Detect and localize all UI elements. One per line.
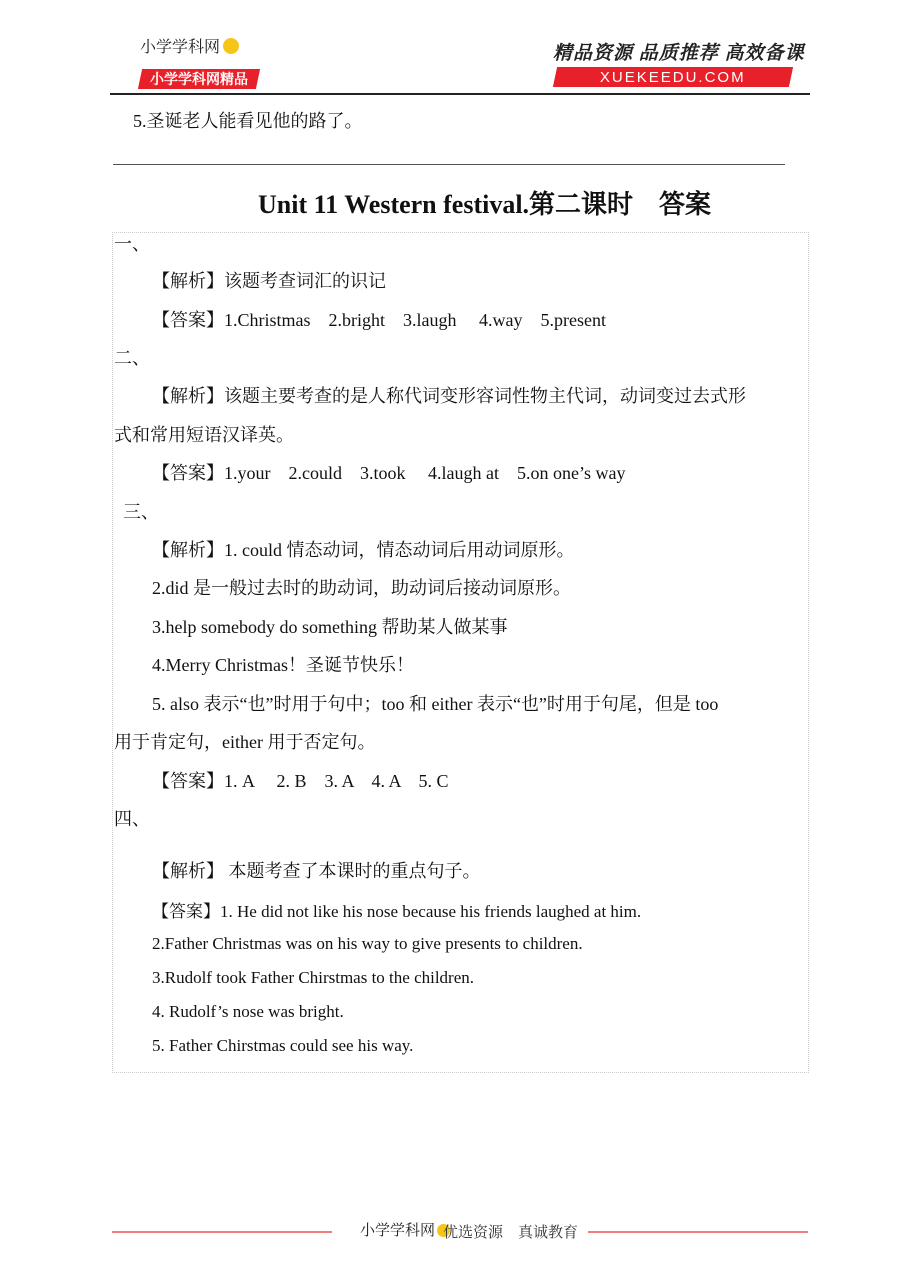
header-divider	[110, 93, 810, 95]
section-divider	[113, 164, 785, 165]
answer-4-2: 2.Father Christmas was on his way to give presents to children.	[152, 934, 583, 953]
footer-logo: 小学学科网	[360, 1219, 450, 1240]
analysis-3-2: 2.did 是一般过去时的助动词，助动词后接动词原形。	[152, 578, 571, 598]
analysis-3-4: 4.Merry Christmas！圣诞节快乐！	[152, 655, 414, 675]
analysis-3-3: 3.help somebody do something 帮助某人做某事	[152, 617, 508, 637]
analysis-1: 【解析】该题考查词汇的识记	[152, 271, 386, 291]
section-3-heading: 三、	[123, 502, 159, 522]
page-title: Unit 11 Western festival.第二课时 答案	[258, 190, 712, 219]
mascot-icon	[223, 38, 239, 54]
analysis-2-cont: 式和常用短语汉译英。	[114, 425, 294, 445]
analysis-3-5: 5. also 表示“也”时用于句中；too 和 either 表示“也”时用于句尾，但是 too	[152, 694, 719, 714]
section-2-heading: 二、	[114, 348, 150, 368]
answer-1: 【答案】1.Christmas 2.bright 3.laugh 4.way 5.present	[152, 310, 606, 330]
header-site: XUEKEEDU.COM	[553, 67, 793, 87]
answer-4-4: 4. Rudolf’s nose was bright.	[152, 1002, 344, 1021]
logo-badge: 小学学科网精品	[138, 69, 260, 89]
answer-4-1: 【答案】1. He did not like his nose because his friends laughed at him.	[152, 902, 642, 921]
header-slogan: 精品资源 品质推荐 高效备课	[553, 43, 805, 64]
footer-slogan: 优选资源 真诚教育	[443, 1223, 579, 1241]
analysis-2: 【解析】该题主要考查的是人称代词变形容词性物主代词，动词变过去式形	[152, 386, 746, 406]
analysis-3-1: 【解析】1. could 情态动词，情态动词后用动词原形。	[152, 540, 575, 560]
answer-4-5: 5. Father Chirstmas could see his way.	[152, 1036, 414, 1055]
answer-4-3: 3.Rudolf took Father Chirstmas to the children.	[152, 968, 475, 987]
header-logo: 小学学科网	[140, 34, 239, 57]
analysis-3-5-cont: 用于肯定句，either 用于否定句。	[114, 732, 376, 752]
analysis-4: 【解析】 本题考查了本课时的重点句子。	[152, 861, 481, 881]
answer-2: 【答案】1.your 2.could 3.took 4.laugh at 5.on one’s way	[152, 463, 626, 483]
answer-3: 【答案】1. A 2. B 3. A 4. A 5. C	[152, 771, 449, 791]
section-1-heading: 一、	[114, 234, 150, 254]
section-4-heading: 四、	[114, 809, 150, 829]
footer-line-right	[588, 1231, 808, 1233]
footer-line-left	[112, 1231, 332, 1233]
top-line: 5.圣诞老人能看见他的路了。	[133, 111, 363, 131]
